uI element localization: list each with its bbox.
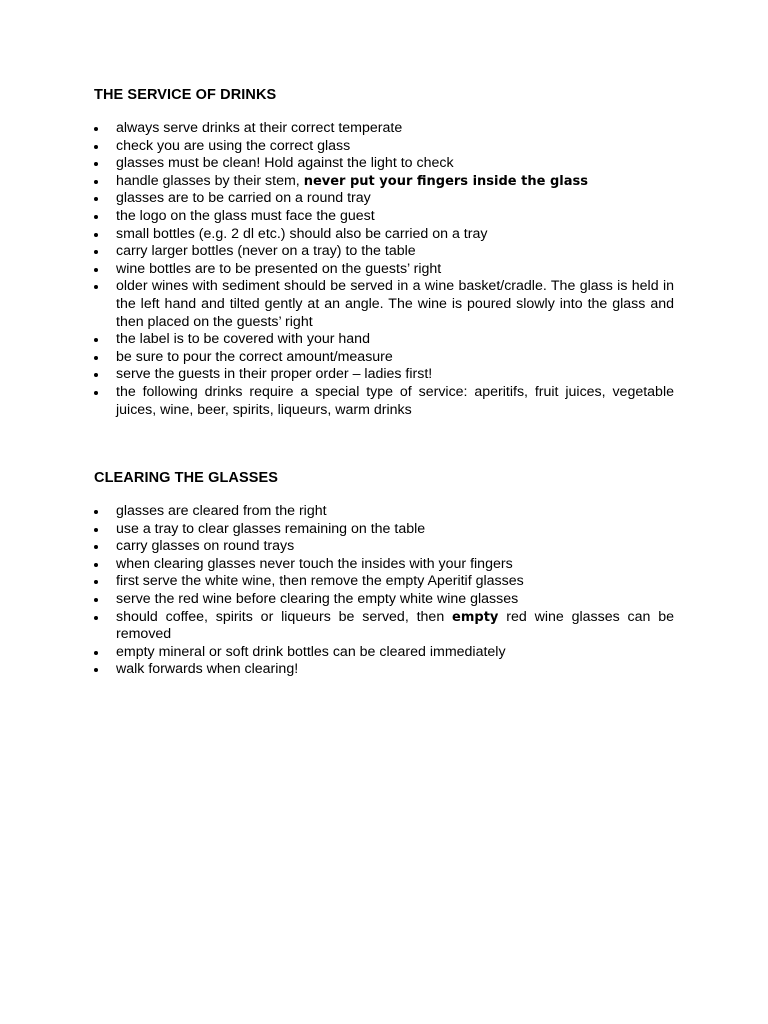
clearing-the-glasses-section xyxy=(94,470,674,679)
item-text: first serve the white wine, then remove the empty Aperitif glasses xyxy=(116,573,524,590)
bullet-icon xyxy=(94,528,98,532)
item-text: when clearing glasses never touch the insides with your fingers xyxy=(116,555,513,572)
list-item xyxy=(94,278,674,331)
list-item xyxy=(94,556,674,574)
section-heading: THE SERVICE OF DRINKS xyxy=(94,87,277,103)
bullet-icon xyxy=(94,180,98,184)
list-item xyxy=(94,349,674,367)
bullet-icon xyxy=(94,373,98,377)
item-text: be sure to pour the correct amount/measure xyxy=(116,348,393,365)
item-text: use a tray to clear glasses remaining on the table xyxy=(116,520,426,537)
bullet-icon xyxy=(94,233,98,237)
bullet-icon xyxy=(94,510,98,514)
bullet-icon xyxy=(94,563,98,567)
item-text: serve the guests in their proper order – ladies first! xyxy=(116,366,433,383)
item-text: small bottles (e.g. 2 dl etc.) should also be carried on a tray xyxy=(116,225,488,242)
bullet-icon xyxy=(94,356,98,360)
list-item xyxy=(94,226,674,244)
item-text: glasses are to be carried on a round tray xyxy=(116,190,371,207)
list-item xyxy=(94,208,674,226)
list-item xyxy=(94,138,674,156)
item-text: the label is to be covered with your hand xyxy=(116,331,370,348)
list-item xyxy=(94,331,674,349)
bullet-icon xyxy=(94,215,98,219)
item-text: serve the red wine before clearing the empty white wine glasses xyxy=(116,590,519,607)
item-text: always serve drinks at their correct temperate xyxy=(116,120,403,136)
item-text: carry larger bottles (never on a tray) to the table xyxy=(116,243,416,260)
service-of-drinks-section xyxy=(94,87,674,419)
item-text: the following drinks require a special type of service: aperitifs, fruit juices, vegetable juices, wine, beer, spirits, liqueurs, warm drinks xyxy=(116,383,674,418)
list-item xyxy=(94,243,674,261)
item-text: older wines with sediment should be served in a wine basket/cradle. The glass is held in the left hand and tilted gently at an angle. The wine is poured slowly into the glass and then placed on the guests’ right xyxy=(116,278,674,330)
item-text: glasses must be clean! Hold against the light to check xyxy=(116,155,454,172)
bullet-icon xyxy=(94,391,98,395)
list-item xyxy=(94,591,674,609)
item-emphasis: empty xyxy=(452,609,499,625)
list-item xyxy=(94,538,674,556)
item-text-continued: red wine glasses can be removed xyxy=(116,608,674,643)
bullet-icon xyxy=(94,145,98,149)
list-item xyxy=(94,573,674,591)
list-item xyxy=(94,173,674,191)
bullet-icon xyxy=(94,162,98,166)
item-text: empty mineral or soft drink bottles can be cleared immediately xyxy=(116,643,506,660)
list-item xyxy=(94,384,674,419)
item-text: wine bottles are to be presented on the guests’ right xyxy=(116,260,442,277)
list-item xyxy=(94,120,674,138)
item-text: handle glasses by their stem, xyxy=(116,172,304,189)
list-item xyxy=(94,261,674,279)
list-item xyxy=(94,503,674,521)
list-item xyxy=(94,661,674,679)
bullet-icon xyxy=(94,127,98,131)
bullet-icon xyxy=(94,598,98,602)
bullet-icon xyxy=(94,580,98,584)
bullet-list xyxy=(94,503,674,679)
bullet-list xyxy=(94,120,674,419)
item-text: carry glasses on round trays xyxy=(116,538,295,555)
section-heading: CLEARING THE GLASSES xyxy=(94,470,279,486)
list-item xyxy=(94,155,674,173)
list-item xyxy=(94,521,674,539)
bullet-icon xyxy=(94,268,98,272)
list-item xyxy=(94,366,674,384)
bullet-icon xyxy=(94,285,98,289)
bullet-icon xyxy=(94,338,98,342)
bullet-icon xyxy=(94,616,98,620)
bullet-icon xyxy=(94,545,98,549)
item-text: check you are using the correct glass xyxy=(116,137,351,154)
item-text: the logo on the glass must face the guest xyxy=(116,207,375,224)
item-emphasis: never put your fingers inside the glass xyxy=(303,173,588,189)
bullet-icon xyxy=(94,651,98,655)
item-text: walk forwards when clearing! xyxy=(116,661,299,678)
bullet-icon xyxy=(94,197,98,201)
list-item xyxy=(94,609,674,644)
bullet-icon xyxy=(94,250,98,254)
list-item xyxy=(94,190,674,208)
item-text: should coffee, spirits or liqueurs be served, then xyxy=(116,608,453,625)
list-item xyxy=(94,644,674,662)
bullet-icon xyxy=(94,668,98,672)
item-text: glasses are cleared from the right xyxy=(116,503,327,519)
